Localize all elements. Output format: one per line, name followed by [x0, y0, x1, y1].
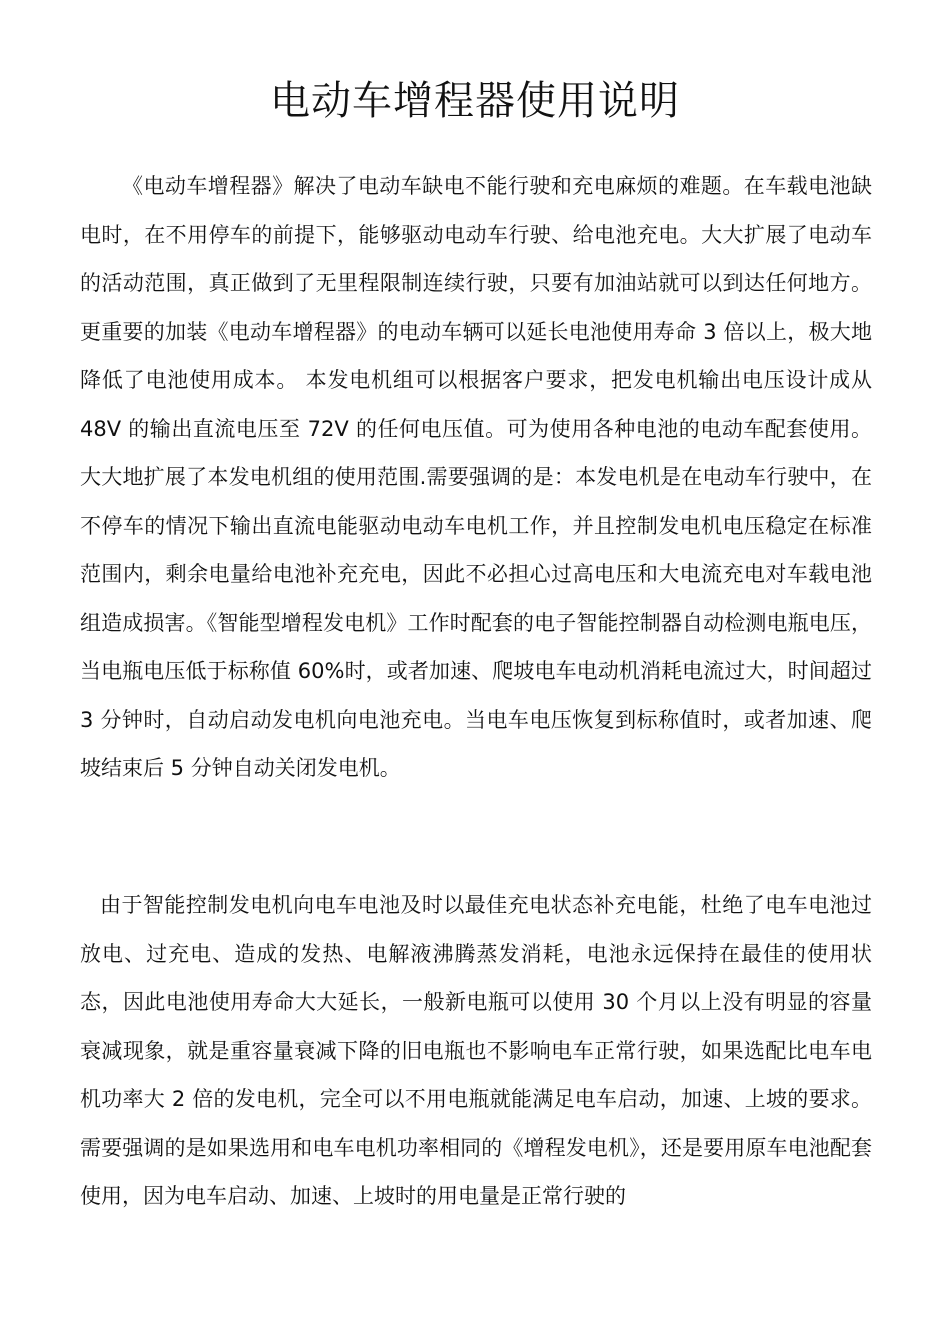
document-title: 电动车增程器使用说明 [270, 78, 680, 124]
body-paragraph-2: 由于智能控制发电机向电车电池及时以最佳充电状态补充电能，杜绝了电车电池过放电、过充电、造成的发热、电解液沸腾蒸发消耗，电池永远保持在最佳的使用状态，因此电池使用寿命大大延长，一般新电瓶可以使用 30 个月以上没有明显的容量衰减现象，就是重容量衰减下降的旧电瓶也不影响电车正常行驶，如果选配比电车电机功率大 2 倍的发电机，完全可以不用电瓶就能满足电车启动，加速、上坡的要求。需要强调的是如果选用和电车电机功率相同的《增程发电机》，还是要用原车电池配套使用，因为电车启动、加速、上坡时的用电量是正常行驶的 [80, 893, 872, 1208]
body-paragraph-1: 《电动车增程器》解决了电动车缺电不能行驶和充电麻烦的难题。在车载电池缺电时，在不用停车的前提下，能够驱动电动车行驶、给电池充电。大大扩展了电动车的活动范围，真正做到了无里程限制连续行驶，只要有加油站就可以到达任何地方。更重要的加装《电动车增程器》的电动车辆可以延长电池使用寿命 3 倍以上，极大地降低了电池使用成本。 本发电机组可以根据客户要求，把发电机输出电压设计成从 48V 的输出直流电压至 72V 的任何电压值。可为使用各种电池的电动车配套使用。大大地扩展了本发电机组的使用范围.需要强调的是：本发电机是在电动车行驶中，在不停车的情况下输出直流电能驱动电动车电机工作，并且控制发电机电压稳定在标准范围内，剩余电量给电池补充充电，因此不必担心过高电压和大电流充电对车载电池组造成损害。《智能型增程发电机》工作时配套的电子智能控制器自动检测电瓶电压，当电瓶电压低于标称值 60%时，或者加速、爬坡电车电动机消耗电流过大，时间超过 3 分钟时，自动启动发电机向电池充电。当电车电压恢复到标称值时，或者加速、爬坡结束后 5 分钟自动关闭发电机。 [80, 174, 872, 780]
